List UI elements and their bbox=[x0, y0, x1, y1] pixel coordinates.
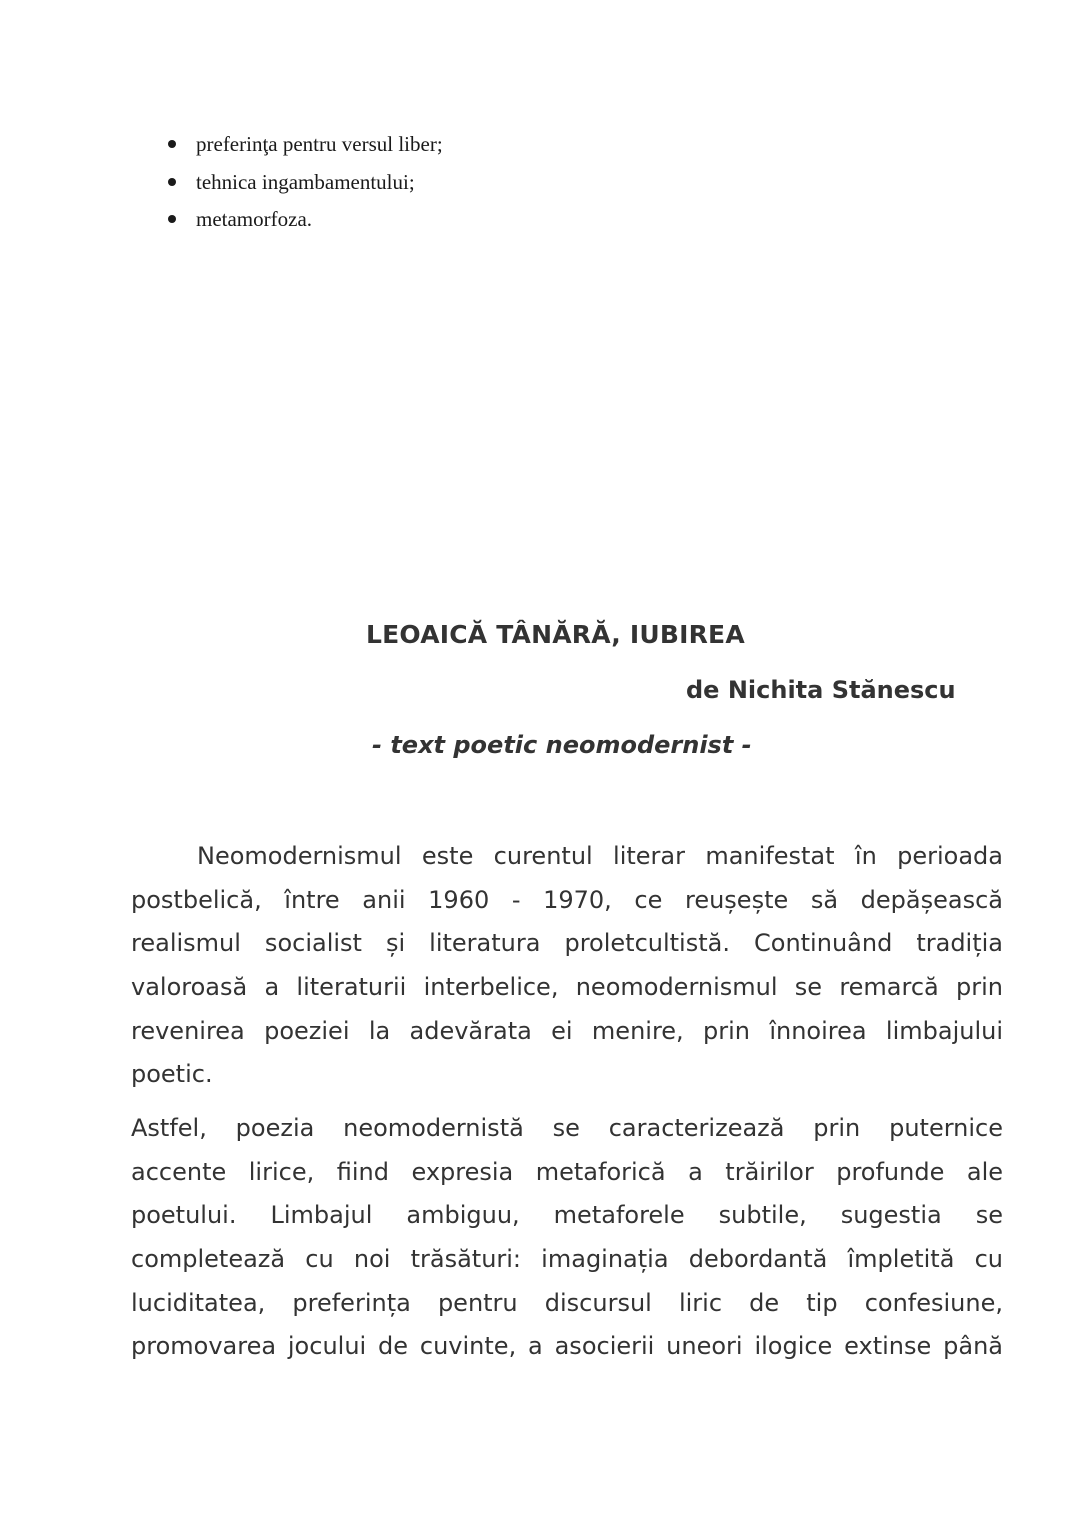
subtitle: - text poetic neomodernist - bbox=[372, 731, 752, 759]
bullet-icon bbox=[168, 178, 176, 186]
bullet-text: metamorfoza. bbox=[196, 207, 313, 231]
bullet-list bbox=[164, 128, 443, 241]
text-line: completează cu noi trăsături: imaginația debordantă împletită cu bbox=[131, 1245, 1003, 1274]
text-line: Neomodernismul este curentul literar manifestat în perioada bbox=[197, 842, 1003, 870]
text-line: realismul socialist și literatura proletcultistă. Continuând tradiția bbox=[131, 929, 1003, 958]
bullet-text: tehnica ingambamentului; bbox=[196, 169, 415, 194]
text-line: poetic. bbox=[131, 1060, 213, 1089]
bullet-text: preferinţa pentru versul liber; bbox=[196, 132, 443, 156]
author-line: de Nichita Stănescu bbox=[686, 676, 956, 704]
paragraph-intro bbox=[131, 835, 1003, 1097]
text-line: postbelică, între anii 1960 - 1970, ce reușește să depășească bbox=[131, 885, 1003, 914]
list-item bbox=[164, 166, 443, 204]
text-line: revenirea poeziei la adevărata ei menire, prin înnoirea limbajului bbox=[131, 1016, 1003, 1045]
page-title: LEOAICĂ TÂNĂRĂ, IUBIREA bbox=[366, 620, 745, 649]
text-line: promovarea jocului de cuvinte, a asocierii uneori ilogice extinse până bbox=[131, 1332, 1003, 1361]
paragraph-characteristics bbox=[131, 1107, 1003, 1369]
text-line: valoroasă a literaturii interbelice, neomodernismul se remarcă prin bbox=[131, 973, 1003, 1002]
text-line: Astfel, poezia neomodernistă se caracterizează prin puternice bbox=[131, 1114, 1003, 1142]
list-item bbox=[164, 203, 443, 241]
text-line: poetului. Limbajul ambiguu, metaforele subtile, sugestia se bbox=[131, 1201, 1003, 1230]
bullet-icon bbox=[168, 215, 176, 223]
text-line: accente lirice, fiind expresia metaforică a trăirilor profunde ale bbox=[131, 1157, 1003, 1186]
list-item bbox=[164, 128, 443, 166]
text-line: luciditatea, preferința pentru discursul liric de tip confesiune, bbox=[131, 1288, 1003, 1317]
bullet-icon bbox=[168, 140, 176, 148]
